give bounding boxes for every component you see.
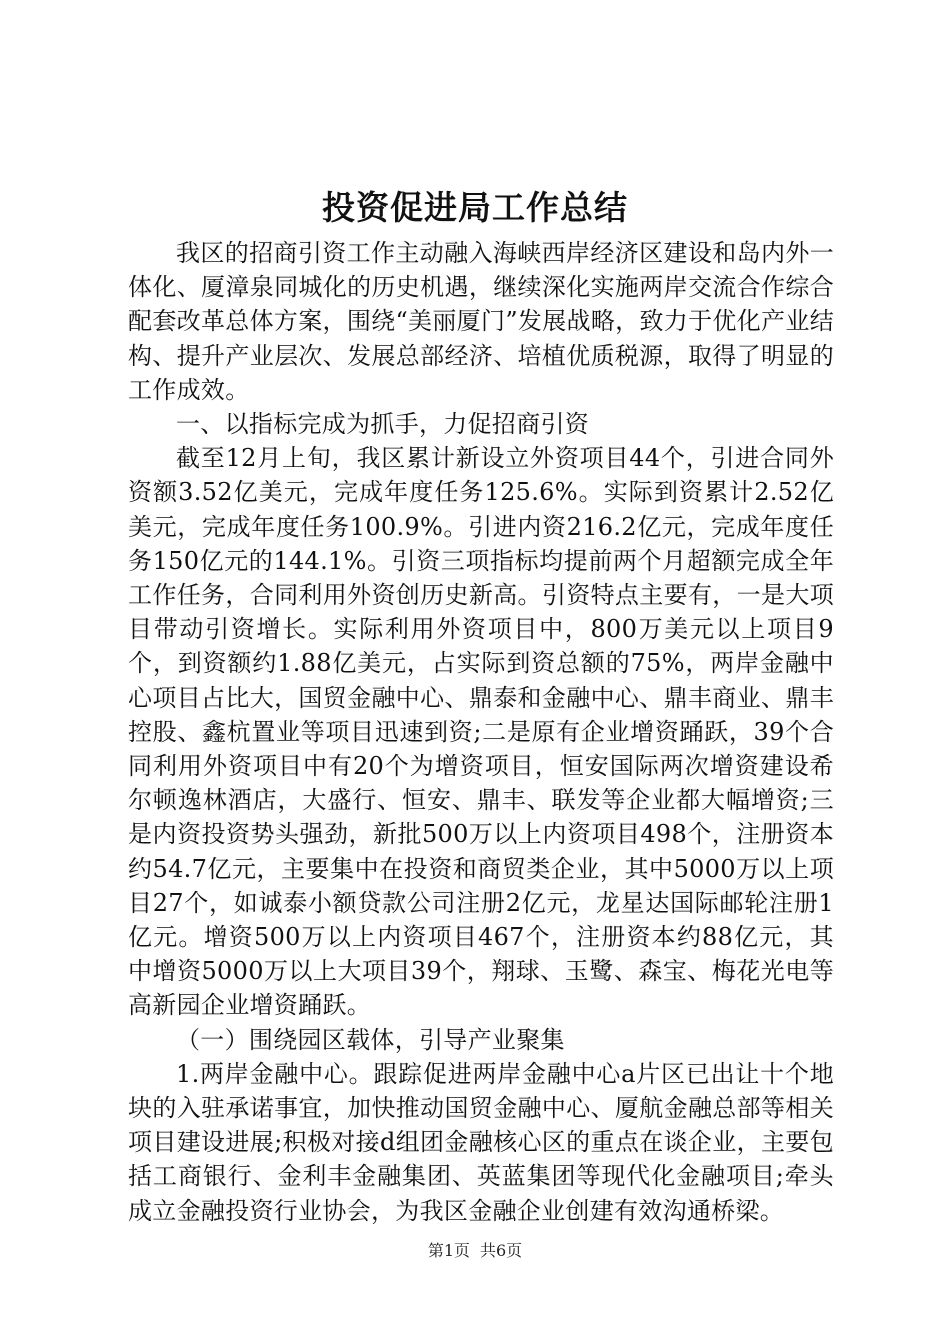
paragraph-intro: 我区的招商引资工作主动融入海峡西岸经济区建设和岛内外一体化、厦漳泉同城化的历史机遇，继续深化实施两岸交流合作综合配套改革总体方案，围绕“美丽厦门”发展战略，致力于优化产业结构、提升产业层次、发展总部经济、培植优质税源，取得了明显的工作成效。 bbox=[128, 239, 834, 404]
page-number: 第1页 bbox=[427, 1241, 470, 1260]
section-heading-1: 一、以指标完成为抓手，力促招商引资 bbox=[176, 410, 590, 439]
paragraph-finance-center: 1.两岸金融中心。跟踪促进两岸金融中心a片区已出让十个地块的入驻承诺事宜，加快推动国贸金融中心、厦航金融总部等相关项目建设进展;积极对接d组团金融核心区的重点在谈企业，主要包括工商银行、金利丰金融集团、英蓝集团等现代化金融项目;牵头成立金融投资行业协会，为我区金融企业创建有效沟通桥梁。 bbox=[128, 1059, 834, 1225]
page-footer bbox=[0, 1241, 950, 1261]
page-total: 共6页 bbox=[480, 1241, 523, 1260]
document-title: 投资促进局工作总结 bbox=[322, 188, 628, 227]
subsection-heading-1: （一）围绕园区载体，引导产业聚集 bbox=[176, 1025, 565, 1054]
document-body bbox=[128, 236, 834, 1228]
paragraph-investment-stats: 截至12月上旬，我区累计新设立外资项目44个，引进合同外资额3.52亿美元，完成年度任务125.6%。实际到资累计2.52亿美元，完成年度任务100.9%。引进内资216.2亿元，完成年度任务150亿元的144.1%。引资三项指标均提前两个月超额完成全年工作任务，合同利用外资创历史新高。引资特点主要有，一是大项目带动引资增长。实际利用外资项目中，800万美元以上项目9个，到资额约1.88亿美元，占实际到资总额的75%，两岸金融中心项目占比大，国贸金融中心、鼎泰和金融中心、鼎丰商业、鼎丰控股、鑫杭置业等项目迅速到资;二是原有企业增资踊跃，39个合同利用外资项目中有20个为增资项目，恒安国际两次增资建设希尔顿逸林酒店，大盛行、恒安、鼎丰、联发等企业都大幅增资;三是内资投资势头强劲，新批500万以上内资项目498个，注册资本约54.7亿元，主要集中在投资和商贸类企业，其中5000万以上项目27个，如诚泰小额贷款公司注册2亿元，龙星达国际邮轮注册1亿元。增资500万以上内资项目467个，注册资本约88亿元，其中增资5000万以上大项目39个，翔球、玉鹭、森宝、梅花光电等高新园企业增资踊跃。 bbox=[128, 444, 834, 1020]
